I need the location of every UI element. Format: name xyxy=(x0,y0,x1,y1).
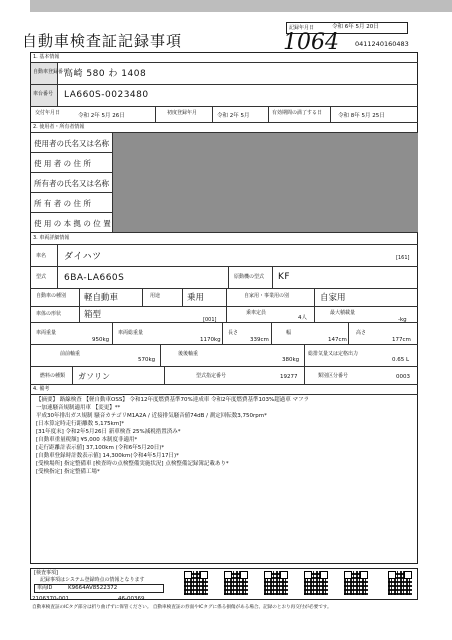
front-axle-value: 570kg xyxy=(138,357,156,363)
maker-label: 車名 xyxy=(36,253,47,259)
section1-heading: 1. 基本情報 xyxy=(33,54,60,60)
section3-heading: 3. 車両詳細情報 xyxy=(33,235,70,241)
issue-date-value: 令和 6年 5月 20日 xyxy=(332,24,379,30)
remarks-line-5: [31年度末] 令和2年5月26日 新車検査 25%減税措置済み* xyxy=(36,429,181,435)
engine-value: KF xyxy=(278,272,291,282)
page-title: 自動車検査証記録事項 xyxy=(22,32,183,50)
front-axle-label: 前前軸重 xyxy=(60,351,81,357)
fuel-value: ガソリン xyxy=(78,372,110,381)
capacity-value: 4人 xyxy=(298,315,307,321)
vin-label: 車台番号 xyxy=(33,91,54,97)
footer-disclaimer: 自動車検査証のICタグ部分は折り曲げずに保管ください。 自動車検査証の券面やICタグに係る損傷がある場合、記録のとおり再交付が必要です。 xyxy=(32,605,332,610)
fuel-label: 燃料の種類 xyxy=(40,373,66,379)
owner-row-4: 所 有 者 の 住 所 xyxy=(34,199,91,208)
weight-value: 950kg xyxy=(92,337,110,343)
qr-code-2 xyxy=(224,571,248,595)
remarks-line-3: 平成30年排出ガス規制 騒音カテゴリM1A2A / 近接排気騒音値74dB / 測定回転数3,750rpm* xyxy=(36,413,267,419)
rear-axle-value: 380kg xyxy=(282,357,300,363)
height-value: 177cm xyxy=(392,337,411,343)
rear-axle-label: 後後軸重 xyxy=(178,351,199,357)
kind-value: 軽自動車 xyxy=(84,293,119,303)
capacity-label: 乗車定員 xyxy=(246,310,267,316)
max-load-value: -kg xyxy=(398,317,407,323)
remarks-line-7: [走行距離計表示値] 37,100km (令和6年5月20日)* xyxy=(36,445,165,451)
length-value: 339cm xyxy=(250,337,269,343)
biz-label: 自家用・事業用の別 xyxy=(244,293,290,299)
type-no-value: 19277 xyxy=(280,374,298,380)
car-id-label: 車両ID xyxy=(37,585,53,591)
shape-value: 箱型 xyxy=(84,310,102,320)
gross-value: 1170kg xyxy=(200,337,221,343)
redacted-owner-block xyxy=(113,133,418,232)
code-left: 2106370-001 xyxy=(32,596,69,602)
height-label: 高さ xyxy=(356,330,367,336)
first-reg-value: 令和 2年 5月 26日 xyxy=(78,113,125,119)
first-reg-month-value: 令和 2年 5月 xyxy=(217,113,250,119)
class-no-label: 類別区分番号 xyxy=(318,373,349,379)
notes-line: 記録事項はシステム登録時点の情報となります xyxy=(40,577,145,583)
car-id-value: K9664AV8522372 xyxy=(68,585,118,591)
weight-label: 車両重量 xyxy=(36,330,57,336)
biz-value: 自家用 xyxy=(320,293,346,303)
reg-value: 高崎 580 わ 1408 xyxy=(64,69,147,79)
remarks-line-8: [自動車登録時計数表示値] 14,300km(令和4年5月17日)* xyxy=(36,453,179,459)
gross-label: 車両総重量 xyxy=(118,330,144,336)
qr-code-6 xyxy=(388,571,412,595)
engine-label: 原動機の型式 xyxy=(234,274,265,280)
section4-heading: 4. 備考 xyxy=(33,386,50,392)
owner-row-2: 使 用 者 の 住 所 xyxy=(34,159,91,168)
expiry-value: 令和 8年 5月 25日 xyxy=(338,113,385,119)
kind-label: 自動車の種別 xyxy=(36,293,67,299)
owner-row-3: 所有者の氏名又は名称 xyxy=(34,179,109,188)
qr-code-3 xyxy=(264,571,288,595)
remarks-line-6: [自動車重量税額] ¥5,000 本制度非適用* xyxy=(36,437,138,443)
qr-code-1 xyxy=(184,571,208,595)
shape-label: 車体の形状 xyxy=(36,311,62,317)
owner-row-5: 使 用 の 本 拠 の 位 置 xyxy=(34,219,111,228)
type-no-label: 型式指定番号 xyxy=(196,373,227,379)
class-no-value: 0003 xyxy=(396,374,410,380)
remarks-line-10: [受検指定] 指定整備工場* xyxy=(36,469,100,475)
remarks-line-4: [日本算定時走行距離数 5,175km]* xyxy=(36,421,125,427)
use-label: 用途 xyxy=(150,293,161,299)
main-frame xyxy=(30,52,418,564)
use-value: 乗用 xyxy=(187,293,205,303)
displacement-label: 総排気量又は定格出力 xyxy=(308,351,359,357)
maker-value: ダイハツ xyxy=(64,252,102,262)
document-id: 0411240160483 xyxy=(355,40,409,48)
width-label: 幅 xyxy=(286,330,292,336)
reg-label: 自動車登録番号 xyxy=(33,69,69,75)
qr-code-5 xyxy=(344,571,368,595)
top-band xyxy=(30,0,452,12)
section2-heading: 2. 使用者・所有者情報 xyxy=(33,124,85,130)
remarks-line-2: 一加速騒音規制適用車 【変更】** xyxy=(36,405,121,411)
model-label: 型式 xyxy=(36,274,47,280)
notes-heading: [検査事項] xyxy=(34,570,58,576)
model-value: 6BA-LA660S xyxy=(64,273,125,283)
shape-code: [001] xyxy=(203,317,217,323)
owner-row-1: 使用者の氏名又は名称 xyxy=(34,139,109,148)
handwritten-number: 1064 xyxy=(283,30,339,55)
vin-value: LA660S-0023480 xyxy=(64,90,149,100)
length-label: 長さ xyxy=(228,330,239,336)
displacement-value: 0.65 L xyxy=(392,357,410,363)
remarks-line-9: [受検場所] 指定整備車 [検査時の点検整備実施状況] 点検整備記録簿記載あり* xyxy=(36,461,229,467)
first-reg-label: 交付年月日 xyxy=(35,110,61,116)
qr-code-4 xyxy=(304,571,328,595)
maker-code: [161] xyxy=(396,255,410,261)
code-right: 46-00369 xyxy=(118,596,145,602)
max-load-label: 最大積載量 xyxy=(330,310,356,316)
first-reg-month-label: 初度登録年月 xyxy=(167,110,198,116)
width-value: 147cm xyxy=(328,337,347,343)
expiry-label: 有効期間の満了する日 xyxy=(272,110,323,116)
remarks-line-1: 【摘要】 路線検査 【軽自動車OSS】 令和12年度燃費基準70%達成車 令和2年度燃費基準103%超過車 マフラ xyxy=(36,397,310,403)
issue-date-label: 記録年月日 xyxy=(289,25,315,31)
